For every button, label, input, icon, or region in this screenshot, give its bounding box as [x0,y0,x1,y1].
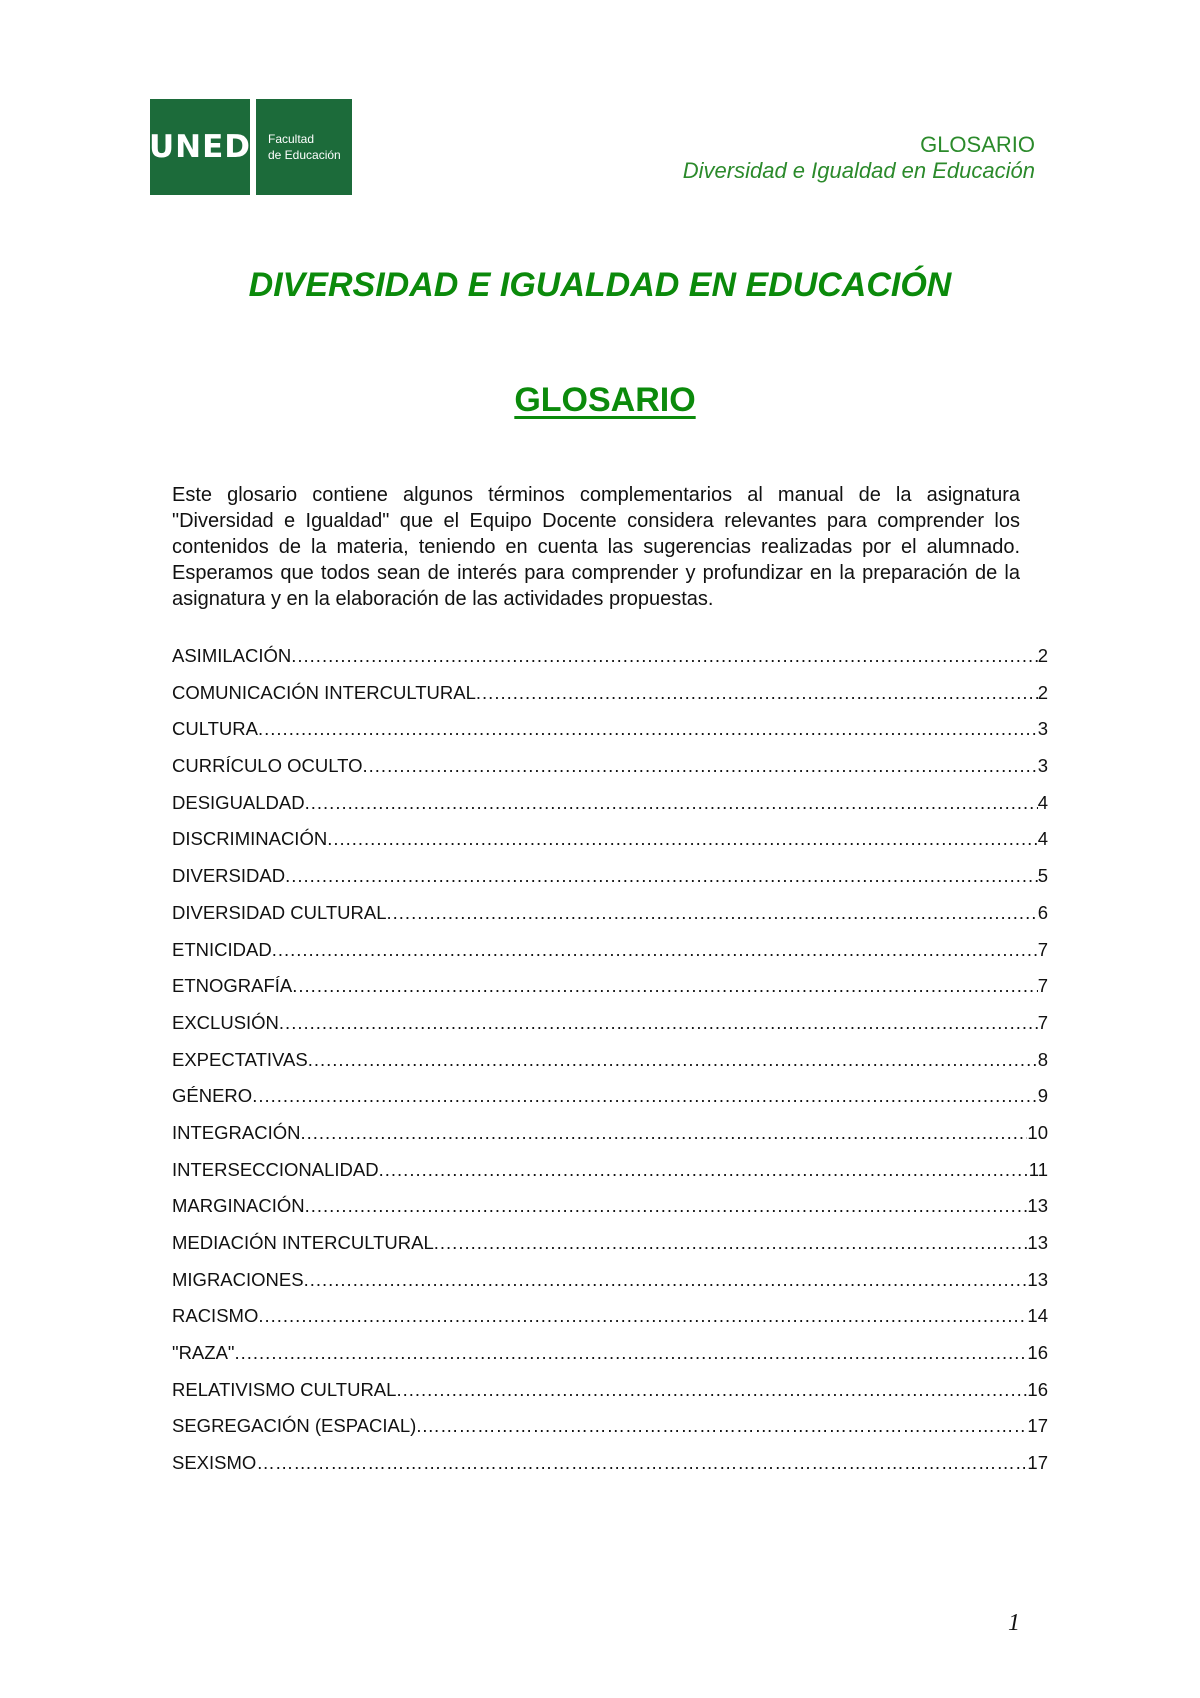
toc-leader-dots [291,645,1037,667]
page-number: 1 [1008,1610,1020,1636]
toc-term: MARGINACIÓN [172,1195,305,1217]
toc-entry[interactable] [172,1269,1048,1306]
toc-entry[interactable] [172,975,1048,1012]
toc-leader-dots [279,1012,1038,1034]
toc-page-number: 3 [1037,718,1048,740]
toc-page-number: 2 [1037,681,1048,703]
toc-term: MIGRACIONES [172,1268,304,1290]
toc-page-number: 11 [1028,1158,1048,1180]
toc-entry[interactable] [172,1195,1048,1232]
uned-logo-mark [150,99,250,195]
toc-page-number: 14 [1027,1305,1048,1327]
toc-leader-dots [258,718,1038,740]
uned-logo [150,99,352,195]
toc-page-number: 7 [1037,938,1048,960]
toc-leader-dots [308,1049,1038,1071]
toc-term: ASIMILACIÓN [172,645,292,666]
toc-leader-dots [304,1269,1028,1291]
toc-term: SEGREGACIÓN (ESPACIAL). [172,1415,422,1437]
toc-leader-dots [258,1305,1027,1327]
toc-entry[interactable] [172,1122,1048,1159]
toc-page-number: 17 [1027,1452,1048,1474]
toc-entry[interactable] [172,865,1048,902]
toc-page-number: 13 [1027,1268,1048,1290]
running-header [683,132,1035,184]
toc-entry[interactable] [172,792,1048,829]
toc-page-number: 13 [1027,1195,1048,1217]
toc-term: DIVERSIDAD CULTURAL [172,901,387,923]
toc-leader-dots [256,1452,1027,1474]
toc-term: EXCLUSIÓN [172,1011,279,1033]
toc-entry[interactable] [172,718,1048,755]
header-subtitle: Diversidad e Igualdad en Educación [682,158,1035,183]
toc-leader-dots [421,1415,1027,1437]
toc-entry[interactable] [172,939,1048,976]
toc-page-number: 3 [1037,755,1048,777]
toc-page-number: 5 [1037,865,1048,887]
toc-term: COMUNICACIÓN INTERCULTURAL [172,681,476,703]
document-title: DIVERSIDAD E IGUALDAD EN EDUCACIÓN [248,266,952,304]
toc-leader-dots [292,975,1037,997]
toc-leader-dots [285,865,1038,887]
toc-page-number: 16 [1027,1378,1048,1400]
toc-page-number: 17 [1027,1415,1048,1437]
toc-entry[interactable] [172,1452,1048,1489]
toc-entry[interactable] [172,1049,1048,1086]
toc-term: INTERSECCIONALIDAD [172,1158,379,1180]
toc-entry[interactable] [172,682,1048,719]
toc-page-number: 8 [1037,1048,1048,1070]
toc-entry[interactable] [172,1012,1048,1049]
toc-page-number: 6 [1037,901,1048,923]
logo-line-2: de Educación [268,148,341,162]
toc-term: RELATIVISMO CULTURAL [172,1378,397,1400]
toc-page-number: 2 [1037,645,1048,666]
toc-leader-dots [234,1342,1027,1364]
toc-page-number: 9 [1037,1085,1048,1107]
toc-term: MEDIACIÓN INTERCULTURAL [172,1232,434,1253]
toc-term: INTEGRACIÓN [172,1121,301,1143]
toc-leader-dots [327,828,1038,850]
section-title: GLOSARIO [514,381,696,419]
toc-page-number: 16 [1027,1342,1048,1364]
toc-term: DISCRIMINACIÓN [172,828,328,850]
toc-entry[interactable] [172,1085,1048,1122]
header-title: GLOSARIO [920,132,1035,157]
toc-entry[interactable] [172,755,1048,792]
toc-term: SEXISMO [172,1452,257,1474]
toc-entry[interactable] [172,1379,1048,1416]
toc-term: RACISMO [172,1305,259,1327]
toc-leader-dots [396,1379,1027,1401]
toc-page-number: 7 [1037,975,1048,997]
toc-page-number: 4 [1037,791,1048,813]
toc-leader-dots [305,792,1038,814]
toc-page-number: 7 [1037,1011,1048,1033]
toc-term: "RAZA" [172,1342,235,1364]
faculty-logo-box [256,99,352,195]
table-of-contents [172,645,1048,1489]
toc-entry[interactable] [172,902,1048,939]
toc-leader-dots [305,1195,1028,1217]
logo-line-1: Facultad [268,132,315,146]
toc-page-number: 13 [1027,1232,1048,1253]
toc-leader-dots [252,1085,1038,1107]
toc-term: ETNOGRAFÍA [172,975,293,997]
toc-leader-dots [476,682,1038,704]
toc-term: EXPECTATIVAS [172,1048,308,1070]
toc-term: DIVERSIDAD [172,865,286,887]
toc-leader-dots [379,1159,1029,1181]
toc-leader-dots [434,1232,1028,1254]
toc-term: ETNICIDAD [172,938,272,960]
toc-leader-dots [363,755,1038,777]
toc-leader-dots [272,939,1038,961]
toc-term: CURRÍCULO OCULTO [172,755,363,777]
toc-entry[interactable] [172,1232,1048,1269]
toc-entry[interactable] [172,1159,1048,1196]
toc-term: DESIGUALDAD [172,791,305,813]
toc-entry[interactable] [172,1305,1048,1342]
toc-page-number: 10 [1027,1121,1048,1143]
toc-entry[interactable] [172,1342,1048,1379]
toc-entry[interactable] [172,1415,1048,1452]
toc-entry[interactable] [172,828,1048,865]
toc-term: GÉNERO [172,1085,253,1107]
toc-entry[interactable] [172,645,1048,682]
toc-leader-dots [300,1122,1027,1144]
logo-brand: UNED [148,129,252,165]
intro-paragraph: Este glosario contiene algunos términos complementarios al manual de la asignatura "Diversidad e Igualdad" que el Equipo Docente considera relevantes para comprender los contenidos de la materia, teniendo en cuenta las sugerencias realizadas por el alumnado. Esperamos que todos sean de interés para comprender y profundizar en la preparación de la asignatura y en la elaboración de las actividades propuestas. [172,484,1020,610]
toc-term: CULTURA [172,718,258,740]
toc-leader-dots [387,902,1038,924]
toc-page-number: 4 [1037,828,1048,850]
